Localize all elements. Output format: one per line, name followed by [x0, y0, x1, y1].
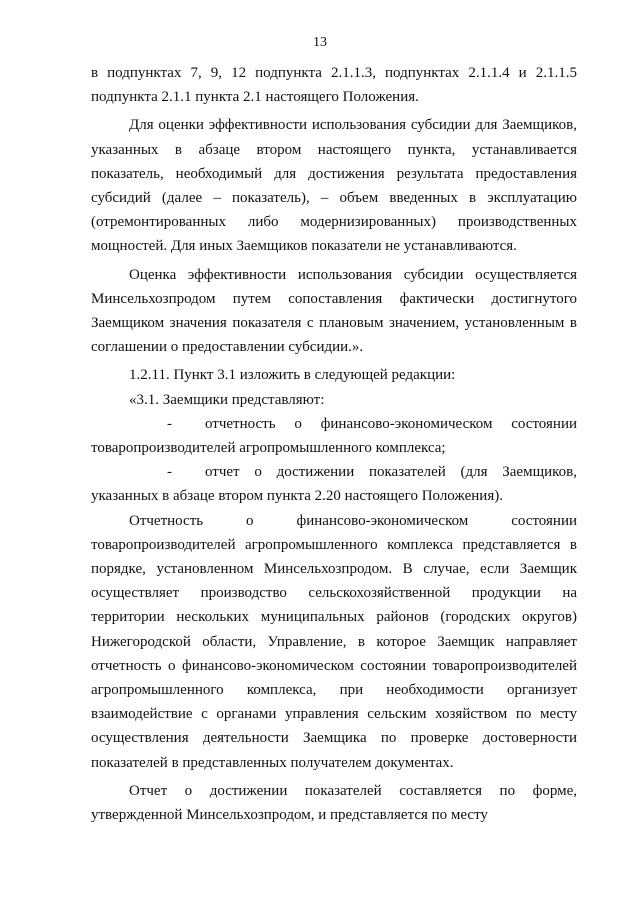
page-number: 13: [313, 35, 327, 50]
paragraph-report-form: Отчет о достижении показателей составляется по форме, утвержденной Минсельхозпродом, и представляется по месту: [91, 782, 577, 824]
dash-marker: -: [167, 415, 172, 432]
paragraph-clause-3-1: «3.1. Заемщики представляют:: [129, 391, 325, 408]
paragraph-reporting-procedure: Отчетность о финансово-экономическом состоянии товаропроизводителей агропромышленного комплекса представляется в порядке, установленном Минсельхозпродом. В случае, если Заемщик осуществляет производство сельскохозяйственной продукции на территории нескольких муниципальных районов (городских округов) Нижегородской области, Управление, в которое Заемщик направляет отчетность о финансово-экономическом состоянии товаропроизводителей агропромышленного комплекса, при необходимости организует взаимодействие с органами управления сельским хозяйством по месту осуществления деятельности Заемщика по проверке достоверности показателей в представленных получателем документах.: [91, 512, 577, 771]
paragraph-continuation: в подпунктах 7, 9, 12 подпункта 2.1.1.3, подпунктах 2.1.1.4 и 2.1.1.5 подпункта 2.1.1 пункта 2.1 настоящего Положения.: [91, 65, 577, 106]
paragraph-efficiency-assessment: Оценка эффективности использования субсидии осуществляется Минсельхозпродом путем сопоставления фактически достигнутого Заемщиком значения показателя с плановым значением, установленным в соглашении о предоставлении субсидии.».: [91, 266, 577, 356]
paragraph-amendment-1-2-11: 1.2.11. Пункт 3.1 изложить в следующей редакции:: [129, 367, 456, 384]
list-item-text: отчетность о финансово-экономическом состоянии товаропроизводителей агропромышленного комплекса;: [91, 415, 577, 457]
list-item: [91, 460, 577, 508]
dash-marker: -: [167, 464, 172, 481]
list-item: [91, 412, 577, 460]
paragraph-efficiency-indicator: Для оценки эффективности использования субсидии для Заемщиков, указанных в абзаце втором настоящего пункта, устанавливается показатель, необходимый для достижения результата предоставления субсидий (далее – показатель), – объем введенных в эксплуатацию (отремонтированных либо модернизированных) производственных мощностей. Для иных Заемщиков показатели не устанавливаются.: [91, 117, 577, 255]
document-body: [91, 61, 577, 831]
list-item-text: отчет о достижении показателей (для Заемщиков, указанных в абзаце втором пункта 2.20 настоящего Положения).: [91, 464, 577, 505]
